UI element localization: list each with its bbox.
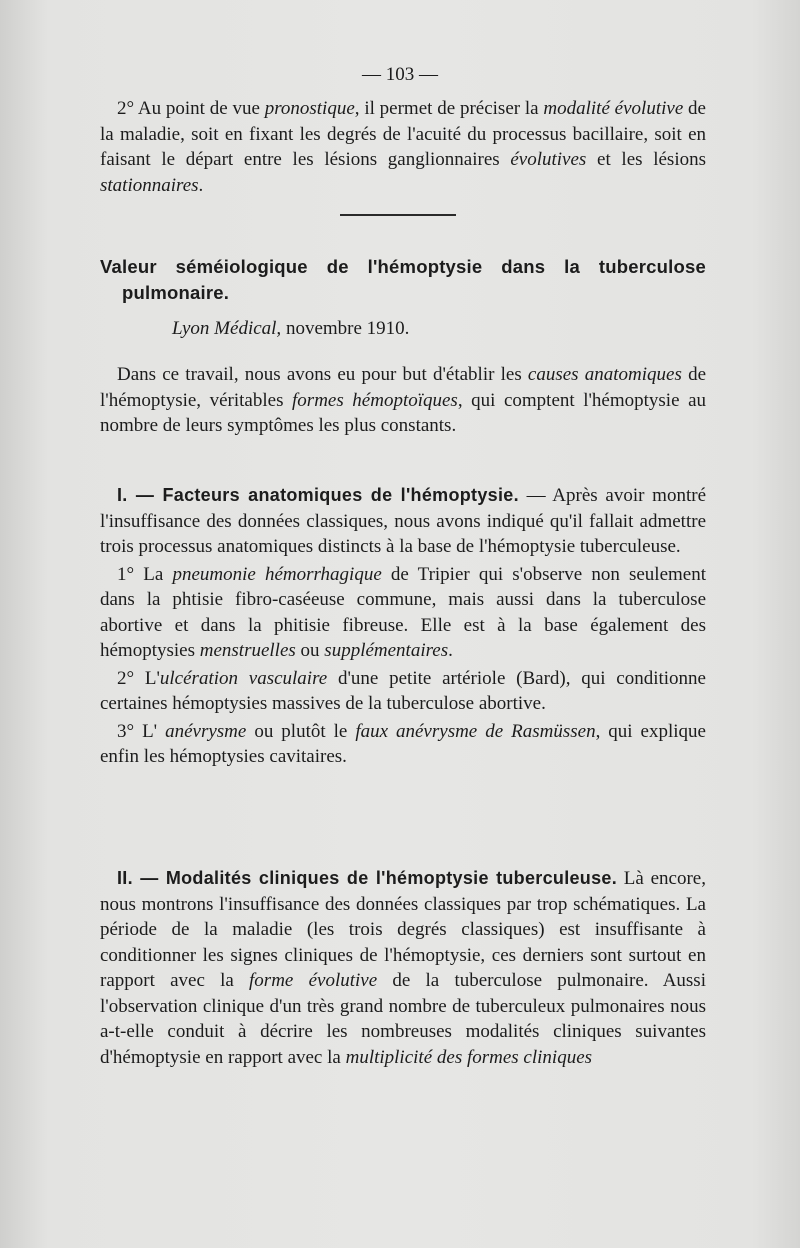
italic-term: causes anatomiques	[527, 364, 682, 385]
publication-date: novembre 1910.	[281, 318, 410, 339]
text: .	[448, 640, 453, 661]
section-heading: I. — Facteurs anatomiques de l'hémoptysie.	[117, 485, 519, 505]
text: 2° L'	[117, 667, 160, 689]
italic-term: anévrysme	[165, 720, 247, 742]
text: 2° Au point de vue	[117, 98, 265, 119]
paragraph-intro	[100, 362, 706, 439]
text: ou plutôt le	[246, 720, 356, 742]
text: , il permet de préciser la	[354, 98, 544, 119]
italic-term: stationnaires	[100, 174, 199, 196]
text: .	[198, 174, 204, 196]
paragraph-prognostic	[100, 96, 706, 198]
section-divider	[340, 214, 456, 216]
text: ou	[295, 640, 325, 661]
section-heading: II. — Modalités cliniques de l'hémoptysie tuberculeuse.	[117, 868, 618, 888]
article-title: Valeur séméiologique de l'hémoptysie dans la tuberculose pulmonaire.	[100, 256, 706, 303]
text: de Tripier qui s'observe non seulement dans la phtisie fibro-caséeuse commune, mais aussi dans la tuberculose abortive et dans la phitisie fibreuse. Elle est à la base également des hémoptysies	[100, 563, 707, 661]
list-item-1	[100, 562, 706, 664]
text: 1° La	[117, 563, 173, 585]
section-clinical-modalities	[100, 866, 706, 1070]
list-item-2	[100, 666, 706, 717]
italic-term: pneumonie hémorrhagique	[172, 563, 382, 585]
text: Dans ce travail, nous avons eu pour but d'établir les	[117, 364, 528, 385]
italic-term: modalité évolutive	[543, 98, 684, 119]
italic-term: évolutives	[510, 149, 587, 170]
text: de la maladie, soit en fixant les degrés de l'acuité du processus bacillaire, soit en faisant le départ entre les lésions ganglionnaires	[100, 98, 706, 170]
italic-term: formes hémoptoïques	[292, 389, 458, 411]
text: Là encore, nous montrons l'insuffisance des données classiques par trop schématiques. La période de la maladie (les trois degrés classiques) est insuffisante à conditionner les signes cliniques de l'hémoptysie, ces derniers sont surtout en rapport avec la	[100, 868, 706, 991]
source-citation	[172, 316, 712, 342]
italic-term: supplémentaires	[324, 640, 449, 661]
italic-term: ulcération vasculaire	[159, 667, 328, 689]
text: , qui comptent l'hémoptysie au nombre de leurs symptômes les plus constants.	[100, 389, 706, 436]
article-title-block	[100, 254, 706, 306]
text: , qui explique enfin les hémoptysies cavitaires.	[100, 720, 706, 767]
italic-term: multiplicité des formes cliniques	[345, 1046, 593, 1068]
list-item-3	[100, 719, 706, 770]
text: de l'hémoptysie, véritables	[100, 364, 706, 411]
italic-term: pronostique	[264, 98, 355, 119]
text: et les lésions	[586, 149, 706, 170]
section-anatomical-factors	[100, 483, 706, 770]
text: — Après avoir montré l'insuffisance des données classiques, nous avons indiqué qu'il fallait admettre trois processus anatomiques distincts à la base de l'hémoptysie tuberculeuse.	[100, 485, 706, 557]
text: 3° L'	[117, 720, 166, 742]
italic-term: faux anévrysme de Rasmüssen	[355, 720, 596, 742]
page-number: — 103 —	[362, 64, 438, 85]
italic-term: forme évolutive	[249, 970, 378, 991]
text: d'une petite artériole (Bard), qui conditionne certaines hémoptysies massives de la tuberculose abortive.	[100, 667, 706, 714]
journal-name: Lyon Médical,	[172, 318, 282, 339]
text: de la tuberculose pulmonaire. Aussi l'observation clinique d'un très grand nombre de tuberculeux pulmonaires nous a-t-elle conduit à décrire les nombreuses modalités cliniques suivantes d'hémoptysie en rapport avec la	[100, 970, 706, 1068]
italic-term: menstruelles	[199, 640, 296, 661]
